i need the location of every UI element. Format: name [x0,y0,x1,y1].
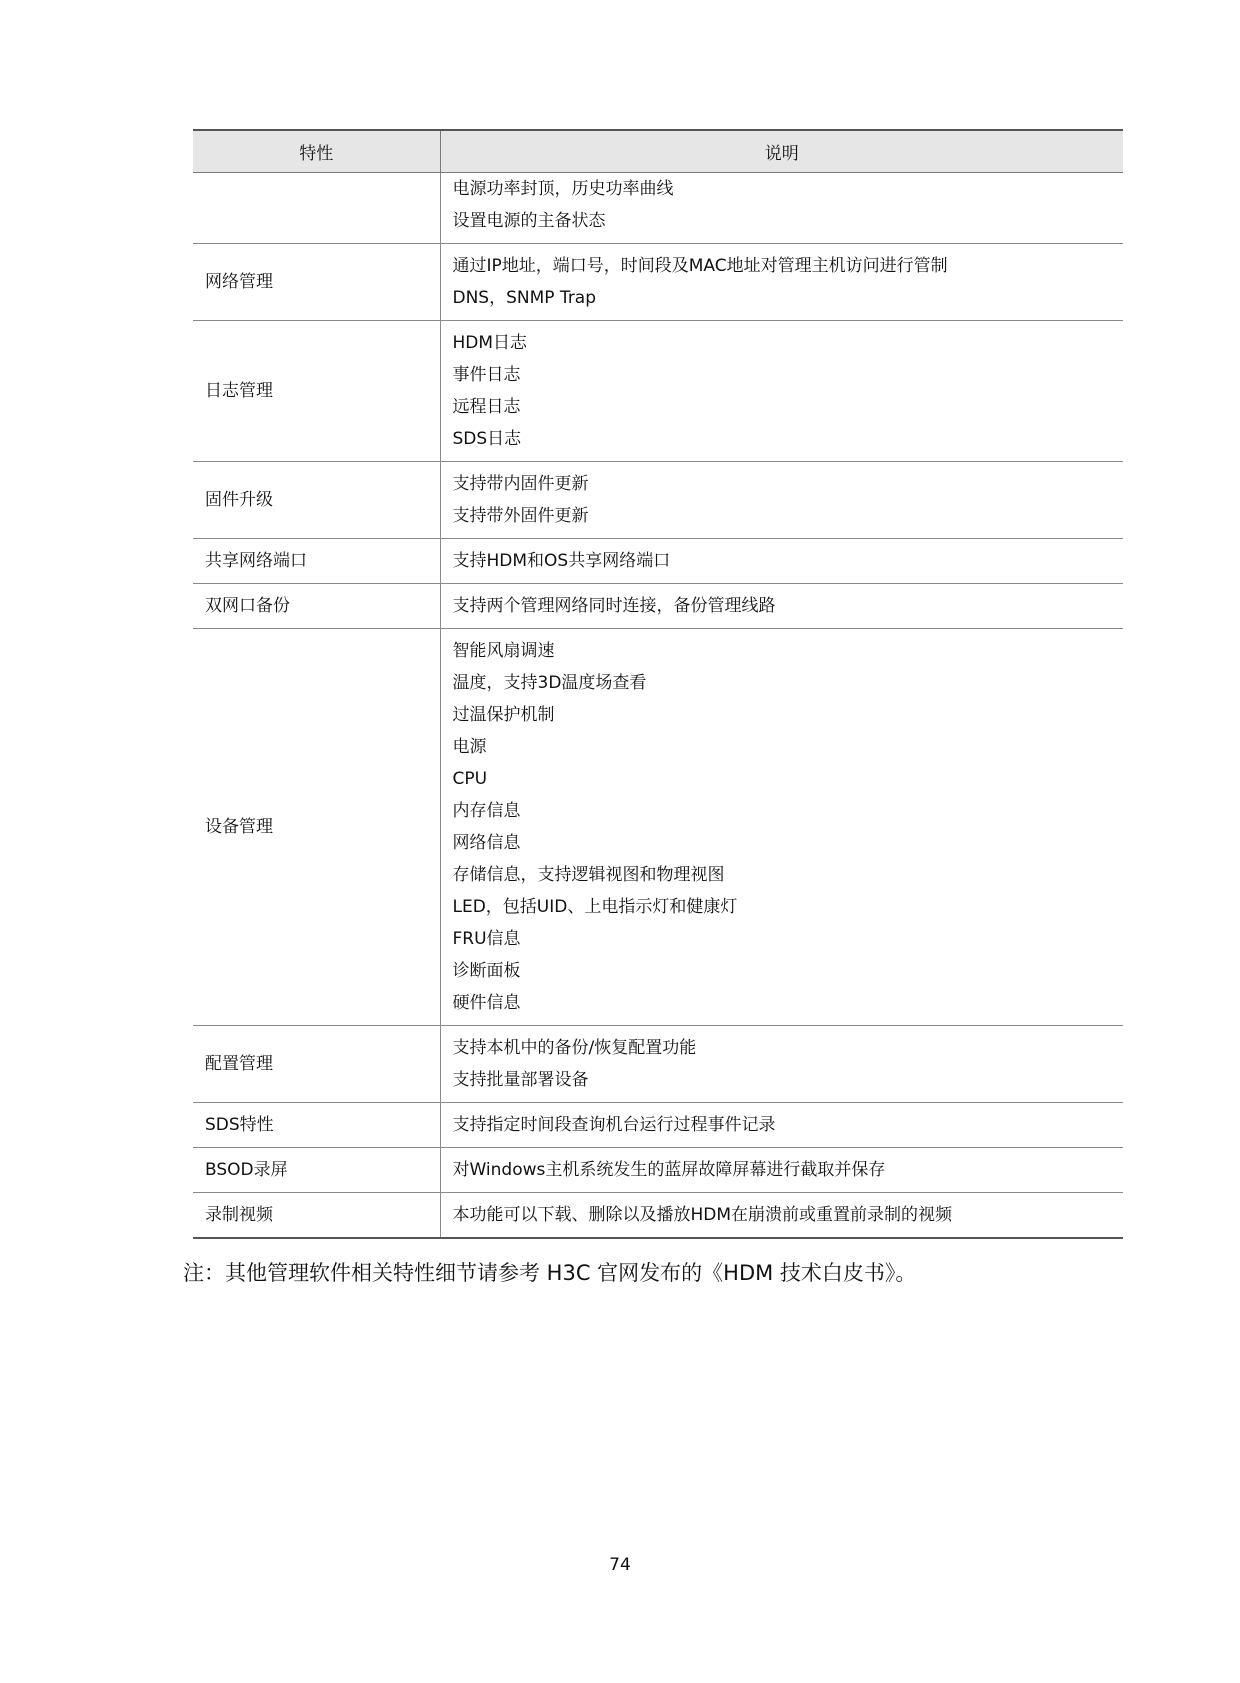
description-line: 支持HDM和OS共享网络端口 [452,550,671,571]
feature-cell: BSOD录屏 [193,1147,440,1192]
description-line: 对Windows主机系统发生的蓝屏故障屏幕进行截取并保存 [452,1159,886,1180]
feature-cell: 录制视频 [193,1192,440,1238]
description-cell [440,1192,1123,1238]
description-cell [440,628,1123,1025]
column-header-description: 说明 [440,130,1123,172]
description-line: SDS日志 [452,428,522,449]
description-line: 支持带外固件更新 [452,505,589,526]
description-line: 温度，支持3D温度场查看 [452,672,647,693]
description-line: 设置电源的主备状态 [452,210,606,231]
description-line: 支持本机中的备份/恢复配置功能 [452,1037,697,1058]
description-line: 支持指定时间段查询机台运行过程事件记录 [452,1114,776,1135]
description-line: 通过IP地址，端口号，时间段及MAC地址对管理主机访问进行管制 [452,255,948,276]
table-row [193,1147,1123,1192]
description-cell [440,1025,1123,1102]
page-number: 74 [609,1555,631,1575]
description-cell [440,320,1123,461]
table-row [193,1025,1123,1102]
description-line: 智能风扇调速 [452,640,555,661]
feature-cell: 共享网络端口 [193,538,440,583]
footnote: 注：其他管理软件相关特性细节请参考 H3C 官网发布的《HDM 技术白皮书》。 [183,1261,917,1285]
column-header-feature: 特性 [193,130,440,172]
feature-cell: SDS特性 [193,1102,440,1147]
feature-cell: 固件升级 [193,461,440,538]
table-row [193,172,1123,243]
feature-table [193,129,1123,1239]
description-line: 支持两个管理网络同时连接，备份管理线路 [452,595,776,616]
description-line: CPU [452,768,488,789]
feature-cell: 配置管理 [193,1025,440,1102]
table-row [193,461,1123,538]
description-cell [440,461,1123,538]
table-row [193,320,1123,461]
description-line: 支持带内固件更新 [452,473,589,494]
description-cell [440,583,1123,628]
description-line: 内存信息 [452,800,521,821]
description-line: FRU信息 [452,928,521,949]
description-line: 存储信息，支持逻辑视图和物理视图 [452,864,725,885]
description-line: 事件日志 [452,364,521,385]
description-cell [440,243,1123,320]
table-row [193,628,1123,1025]
description-cell [440,172,1123,243]
description-line: 远程日志 [452,396,521,417]
description-line: 电源功率封顶，历史功率曲线 [452,178,674,199]
description-line: 过温保护机制 [452,704,555,725]
description-line: DNS，SNMP Trap [452,287,597,308]
description-cell [440,1147,1123,1192]
description-line: 电源 [452,736,487,757]
feature-cell [193,172,440,243]
table-row [193,1192,1123,1238]
feature-cell: 设备管理 [193,628,440,1025]
table-row [193,583,1123,628]
table-row [193,1102,1123,1147]
description-line: 诊断面板 [452,960,521,981]
description-line: LED，包括UID、上电指示灯和健康灯 [452,896,738,917]
description-line: 本功能可以下载、删除以及播放HDM在崩溃前或重置前录制的视频 [452,1204,953,1225]
table-row [193,538,1123,583]
table-row [193,243,1123,320]
description-line: HDM日志 [452,332,528,353]
feature-cell: 网络管理 [193,243,440,320]
description-cell [440,538,1123,583]
description-line: 支持批量部署设备 [452,1069,589,1090]
description-cell [440,1102,1123,1147]
feature-cell: 日志管理 [193,320,440,461]
table-header-row [193,130,1123,172]
description-line: 硬件信息 [452,992,521,1013]
feature-cell: 双网口备份 [193,583,440,628]
description-line: 网络信息 [452,832,521,853]
